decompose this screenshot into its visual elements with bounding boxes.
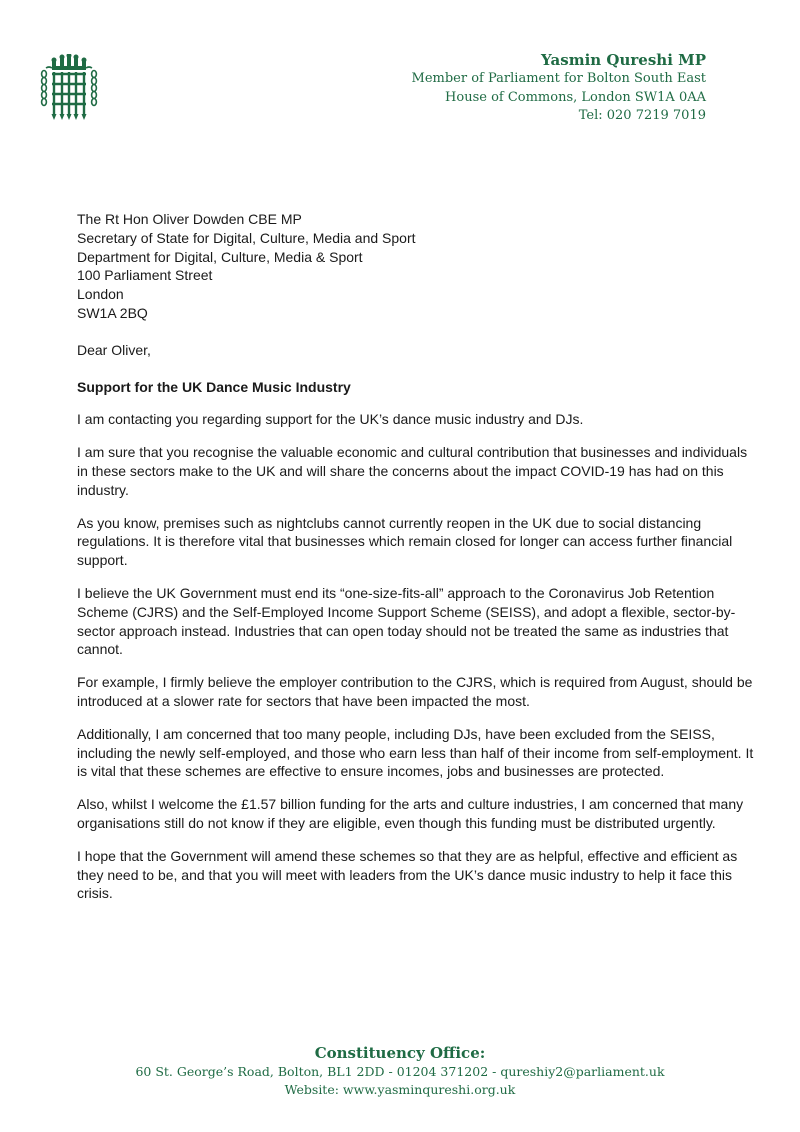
footer-address: 60 St. George’s Road, Bolton, BL1 2DD - 01204 371202 - qureshiy2@parliament.uk: [135, 1064, 665, 1079]
paragraph: As you know, premises such as nightclubs cannot currently reopen in the UK due to social distancing regulations. It is therefore vital that businesses which remain closed for longer can access further financial support.: [77, 514, 733, 569]
constituency-footer: [0, 1043, 800, 1099]
paragraph: Additionally, I am concerned that too many people, including DJs, have been excluded from the SEISS, including the newly self-employed, and those who earn less than half of their income from self-employment. It is vital that these schemes are effective to ensure incomes, jobs and businesses are protected.: [77, 725, 754, 780]
letter-body: [77, 210, 757, 903]
mp-address: House of Commons, London SW1A 0AA: [445, 89, 706, 105]
recipient-city: London: [77, 286, 124, 303]
mp-telephone: Tel: 020 7219 7019: [578, 108, 706, 123]
salutation: Dear Oliver,: [77, 341, 151, 358]
letterhead: [412, 50, 706, 126]
footer-website: Website: www.yasminqureshi.org.uk: [284, 1082, 516, 1097]
portcullis-icon: [38, 54, 100, 124]
paragraph: I believe the UK Government must end its “one-size-fits-all” approach to the Coronavirus Job Retention Scheme (CJRS) and the Self-Employed Income Support Scheme (SEISS), and adopt a flexible, sector-by-sector approach instead. Industries that can open today should not be treated the same as industries that cannot.: [77, 584, 736, 658]
paragraph: Also, whilst I welcome the £1.57 billion funding for the arts and culture industries, I am concerned that many organisations still do not know if they are eligible, even though this funding must be distributed urgently.: [77, 796, 744, 831]
paragraph: I am contacting you regarding support for the UK’s dance music industry and DJs.: [77, 411, 584, 428]
recipient-title: Secretary of State for Digital, Culture, Media and Sport: [77, 229, 416, 246]
recipient-address: [77, 210, 757, 323]
recipient-department: Department for Digital, Culture, Media & Sport: [77, 248, 363, 265]
recipient-postcode: SW1A 2BQ: [77, 304, 148, 321]
paragraph: I hope that the Government will amend these schemes so that they are as helpful, effective and efficient as they need to be, and that you will meet with leaders from the UK’s dance music industry to help it face this crisis.: [77, 847, 738, 902]
recipient-street: 100 Parliament Street: [77, 267, 213, 284]
paragraph: I am sure that you recognise the valuable economic and cultural contribution that businesses and individuals in these sectors make to the UK and will share the concerns about the impact COVID-19 has had on this industry.: [77, 444, 748, 498]
footer-heading: Constituency Office:: [314, 1044, 486, 1062]
recipient-name: The Rt Hon Oliver Dowden CBE MP: [77, 211, 302, 227]
letter-subject: Support for the UK Dance Music Industry: [77, 378, 351, 395]
mp-name: Yasmin Qureshi MP: [541, 51, 706, 69]
mp-role: Member of Parliament for Bolton South East: [411, 71, 706, 86]
paragraph: For example, I firmly believe the employer contribution to the CJRS, which is required from August, should be introduced at a slower rate for sectors that have been impacted the most.: [77, 674, 753, 709]
